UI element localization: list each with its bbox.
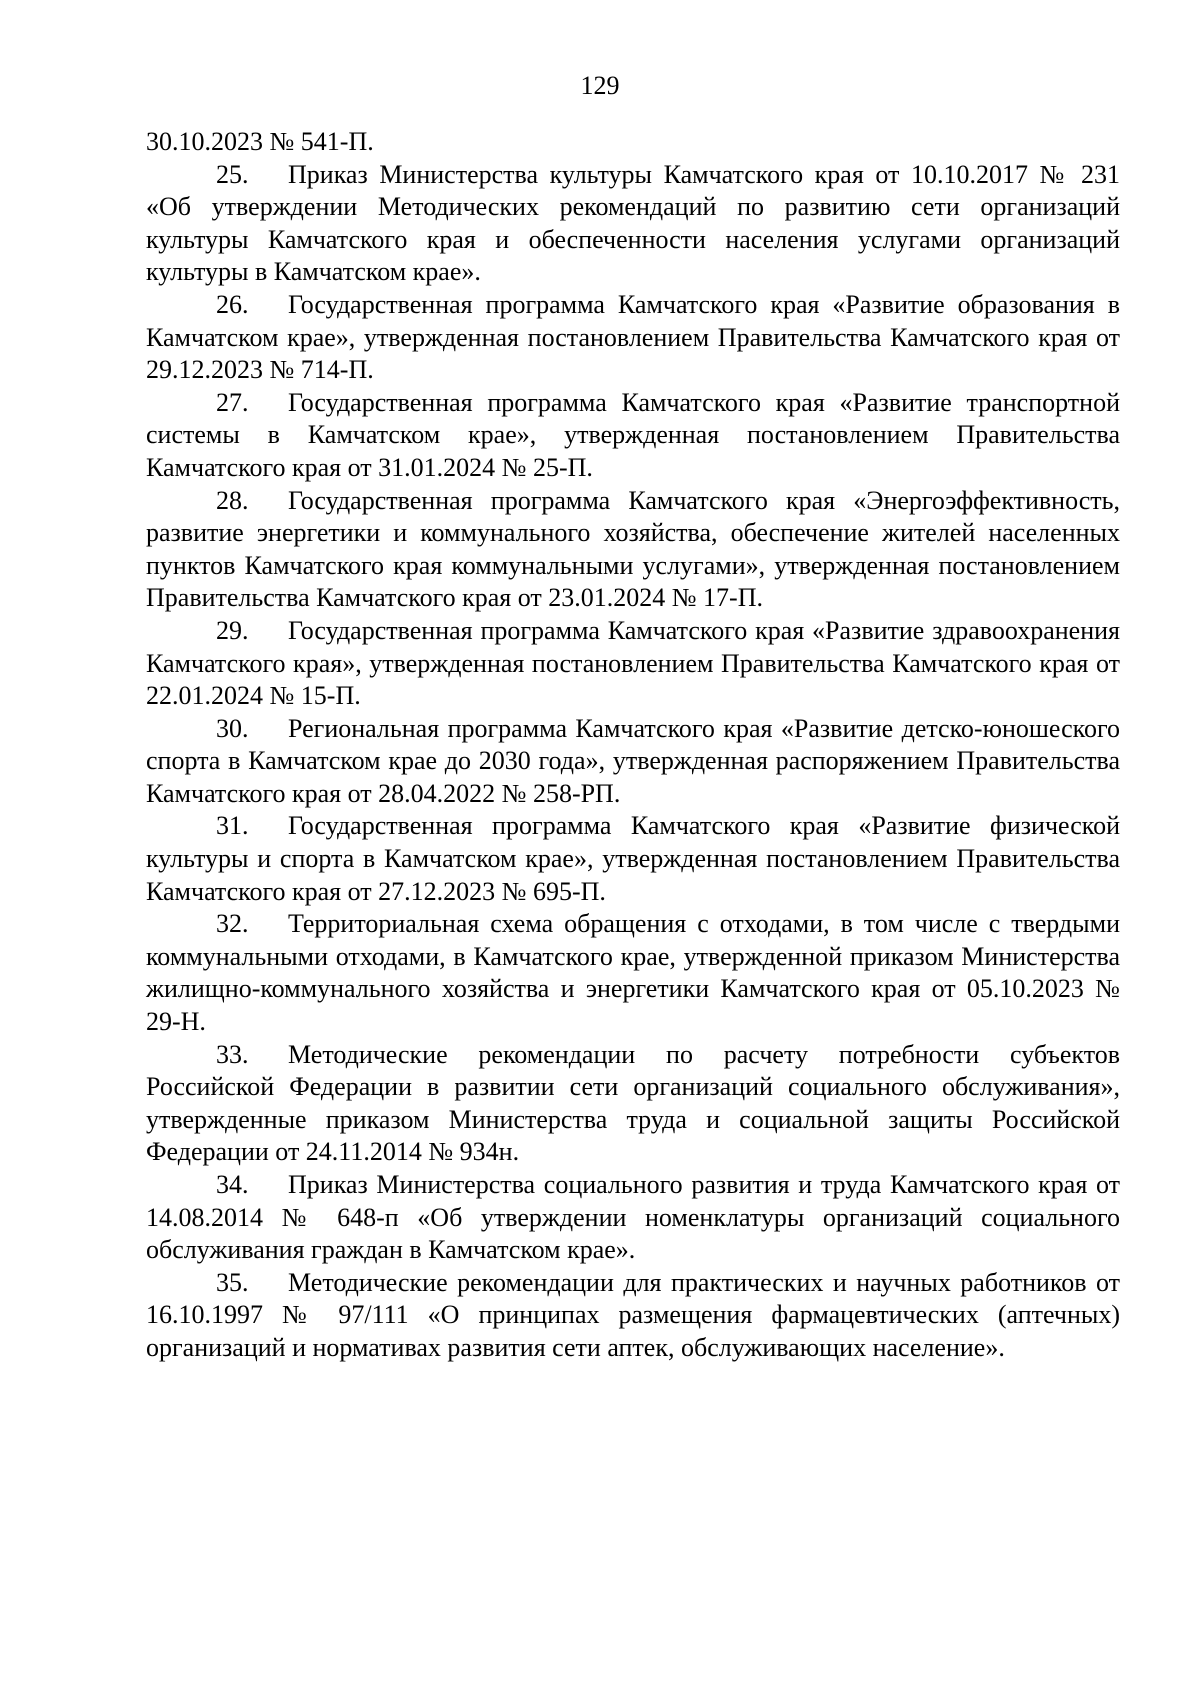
list-item: [146, 485, 1120, 615]
list-item-number: 30.: [216, 713, 249, 743]
list-item-text: Методические рекомендации по расчету потребности субъектов Российской Федерации в развитии сети организаций социального обслуживания», утвержденные приказом Министерства труда и социальной защиты Российской Федерации от 24.11.2014 № 934н.: [146, 1039, 1120, 1167]
list-item: [146, 615, 1120, 713]
lead-text: 30.10.2023 № 541-П.: [146, 127, 374, 156]
list-item: [146, 1039, 1120, 1169]
list-item-text: Государственная программа Камчатского края «Развитие образования в Камчатском крае», утвержденная постановлением Правительства Камчатского края от 29.12.2023 № 714-П.: [146, 289, 1120, 385]
list-item-text: Методические рекомендации для практических и научных работников от 16.10.1997 № 97/111 «О принципах размещения фармацевтических (аптечных) организаций и нормативах развития сети аптек, обслуживающих население».: [146, 1267, 1120, 1362]
list-item-text: Государственная программа Камчатского края «Развитие транспортной системы в Камчатском крае», утвержденная постановлением Правительства Камчатского края от 31.01.2024 № 25-П.: [146, 387, 1120, 482]
list-item-number: 33.: [216, 1039, 249, 1069]
list-item: [146, 387, 1120, 485]
page-number: 129: [580, 71, 620, 100]
list-item-text: Государственная программа Камчатского края «Развитие физической культуры и спорта в Камчатском крае», утвержденная постановлением Правительства Камчатского края от 27.12.2023 № 695-П.: [146, 811, 1120, 906]
list-item: [146, 289, 1120, 387]
list-item: [146, 1267, 1120, 1365]
list-item: [146, 810, 1120, 908]
list-item: [146, 1169, 1120, 1267]
list-item-number: 26.: [216, 289, 249, 319]
list-item-text: Приказ Министерства социального развития и труда Камчатского края от 14.08.2014 № 648-п «Об утверждении номенклатуры организаций социального обслуживания граждан в Камчатском крае».: [146, 1170, 1120, 1265]
list-item: [146, 908, 1120, 1038]
list-item-number: 27.: [216, 387, 249, 417]
list-item-text: Региональная программа Камчатского края «Развитие детско-юношеского спорта в Камчатском крае до 2030 года», утвержденная распоряжением Правительства Камчатского края от 28.04.2022 № 258-РП.: [146, 713, 1120, 808]
document-body: [146, 126, 1120, 1365]
list-item-text: Государственная программа Камчатского края «Энергоэффективность, развитие энергетики и коммунального хозяйства, обеспечение жителей населенных пунктов Камчатского края коммунальными услугами», утвержденная постановлением Правительства Камчатского края от 23.01.2024 № 17-П.: [146, 485, 1120, 613]
list-item-number: 35.: [216, 1267, 249, 1297]
list-item-text: Территориальная схема обращения с отходами, в том числе с твердыми коммунальными отходами, в Камчатского крае, утвержденной приказом Министерства жилищно-коммунального хозяйства и энергетики Камчатского края от 05.10.2023 № 29-Н.: [146, 909, 1120, 1037]
list-item: [146, 159, 1120, 289]
list-item-number: 25.: [216, 159, 249, 189]
list-item-text: Государственная программа Камчатского края «Развитие здравоохранения Камчатского края», утвержденная постановлением Правительства Камчатского края от 22.01.2024 № 15-П.: [146, 615, 1120, 711]
list-item: [146, 713, 1120, 811]
list-item-number: 34.: [216, 1170, 249, 1199]
list-item-number: 28.: [216, 485, 249, 515]
list-item-number: 32.: [216, 909, 249, 939]
list-item-number: 31.: [216, 811, 249, 841]
list-item-text: Приказ Министерства культуры Камчатского края от 10.10.2017 № 231 «Об утверждении Методических рекомендаций по развитию сети организаций культуры Камчатского края и обеспеченности населения услугами организаций культуры в Камчатском крае».: [146, 159, 1120, 287]
list-item-number: 29.: [216, 615, 249, 645]
